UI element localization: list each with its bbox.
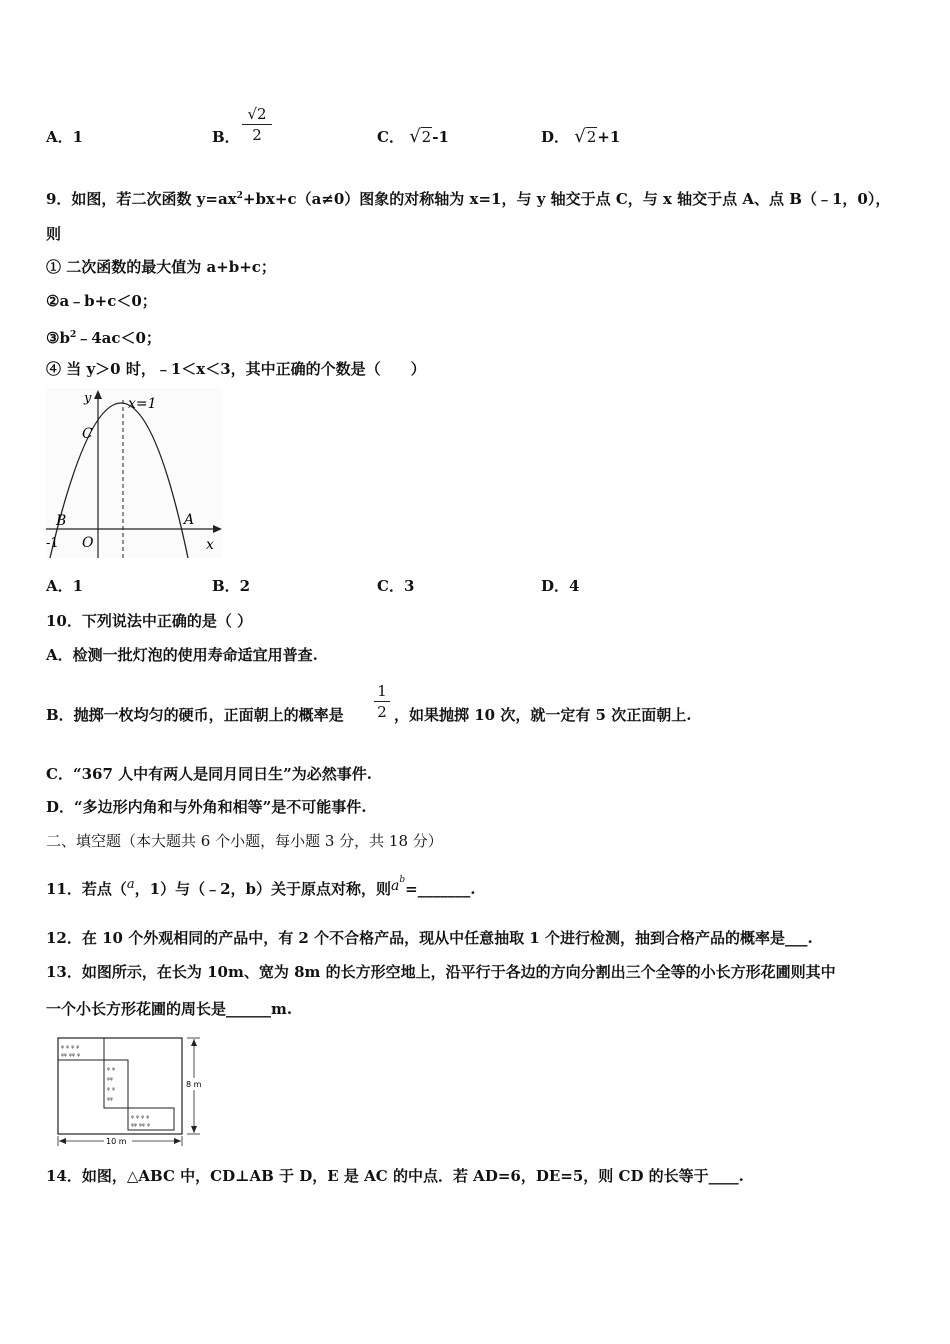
q10-option-b-text: B．抛掷一枚均匀的硬币，正面朝上的概率是 — [46, 706, 344, 724]
q9-option-a: A．1 — [46, 577, 84, 595]
svg-text:ᵩᵩ ᵩᵩ ᵩ: ᵩᵩ ᵩᵩ ᵩ — [131, 1120, 150, 1128]
q10-option-d: D．“多边形内角和与外角和相等”是不可能事件. — [46, 798, 367, 816]
svg-text:ᵩᵩ: ᵩᵩ — [107, 1094, 113, 1102]
x-label: x — [206, 537, 214, 553]
svg-text:ᵩᵩ ᵩᵩ ᵩ: ᵩᵩ ᵩᵩ ᵩ — [61, 1050, 80, 1058]
q9-option-b: B．2 — [212, 577, 251, 595]
q9-statement-1: ① 二次函数的最大值为 a+b+c； — [46, 258, 276, 276]
q10-option-c: C．“367 人中有两人是同月同日生”为必然事件. — [46, 765, 372, 783]
q14-question: 14．如图，△ABC 中，CD⊥AB 于 D，E 是 AC 的中点．若 AD=6，DE=5，则 CD 的长等于____. — [46, 1167, 744, 1185]
height-label: 8 m — [186, 1080, 202, 1089]
q13-line2: 一个小长方形花圃的周长是______m. — [46, 1000, 293, 1018]
q8-option-b-label: B． — [212, 128, 240, 146]
svg-text:ᵩ ᵩ: ᵩ ᵩ — [107, 1084, 116, 1092]
b-label: B — [56, 513, 67, 529]
q9-statement-2: ②a﹣b+c＜0； — [46, 292, 157, 310]
q11-question: 11．若点（a，1）与（﹣2，b）关于原点对称，则$a^b=\_\_\_\_\_\_\_$. — [46, 875, 476, 898]
q10-option-b-post: ，如果抛掷 10 次，就一定有 5 次正面朝上. — [394, 706, 692, 724]
width-label: 10 m — [106, 1137, 127, 1146]
q13-garden-figure — [50, 1034, 210, 1150]
q8-option-d: D． √2+1 — [541, 126, 621, 147]
q12-question: 12．在 10 个外观相同的产品中，有 2 个不合格产品，现从中任意抽取 1 个进行检测，抽到合格产品的概率是___. — [46, 929, 813, 947]
y-label: y — [84, 391, 92, 406]
q9-statement-3: $③b^2﹣4ac<0$； — [46, 329, 161, 347]
q9-statement-4: ④ 当 y＞0 时，﹣1＜x＜3，其中正确的个数是（ ） — [46, 360, 426, 378]
svg-text:ᵩ ᵩ ᵩ ᵩ: ᵩ ᵩ ᵩ ᵩ — [131, 1112, 150, 1120]
q8-option-c: C． √2-1 — [377, 126, 449, 147]
o-label: O — [82, 535, 94, 551]
q8-option-a: A．1 — [46, 128, 84, 146]
c-label: C — [82, 426, 93, 442]
q13-line1: 13．如图所示，在长为 10m、宽为 8m 的长方形空地上，沿平行于各边的方向分割出三个全等的小长方形花圃则其中 — [46, 963, 836, 981]
q9-stem-line2: 则 — [46, 225, 62, 243]
q9-stem: 9．如图，若二次函数 $y=ax^2+bx+c(a\ne 0)$图象的对称轴为 x=1，与 y 轴交于点 C，与 x 轴交于点 A、点 B（﹣1，0）， — [46, 190, 891, 208]
q9-option-d: D．4 — [541, 577, 580, 595]
svg-text:ᵩᵩ: ᵩᵩ — [107, 1074, 113, 1082]
q10-stem: 10．下列说法中正确的是（ ） — [46, 612, 253, 630]
q10-option-a: A．检测一批灯泡的使用寿命适宜用普查. — [46, 646, 318, 664]
axis-label: x=1 — [128, 396, 157, 412]
section-title: 二、填空题（本大题共 6 个小题，每小题 3 分，共 18 分） — [46, 832, 443, 850]
q9-parabola-figure — [42, 388, 227, 560]
neg1-label: -1 — [46, 536, 59, 551]
q10-option-b-fraction: 1 2 — [374, 682, 390, 721]
svg-text:ᵩ ᵩ: ᵩ ᵩ — [107, 1064, 116, 1072]
a-label: A — [184, 512, 195, 528]
q9-option-c: C．3 — [377, 577, 415, 595]
svg-text:ᵩ ᵩ ᵩ ᵩ: ᵩ ᵩ ᵩ ᵩ — [61, 1042, 80, 1050]
q8-option-b-fraction: √2 2 — [242, 105, 272, 144]
